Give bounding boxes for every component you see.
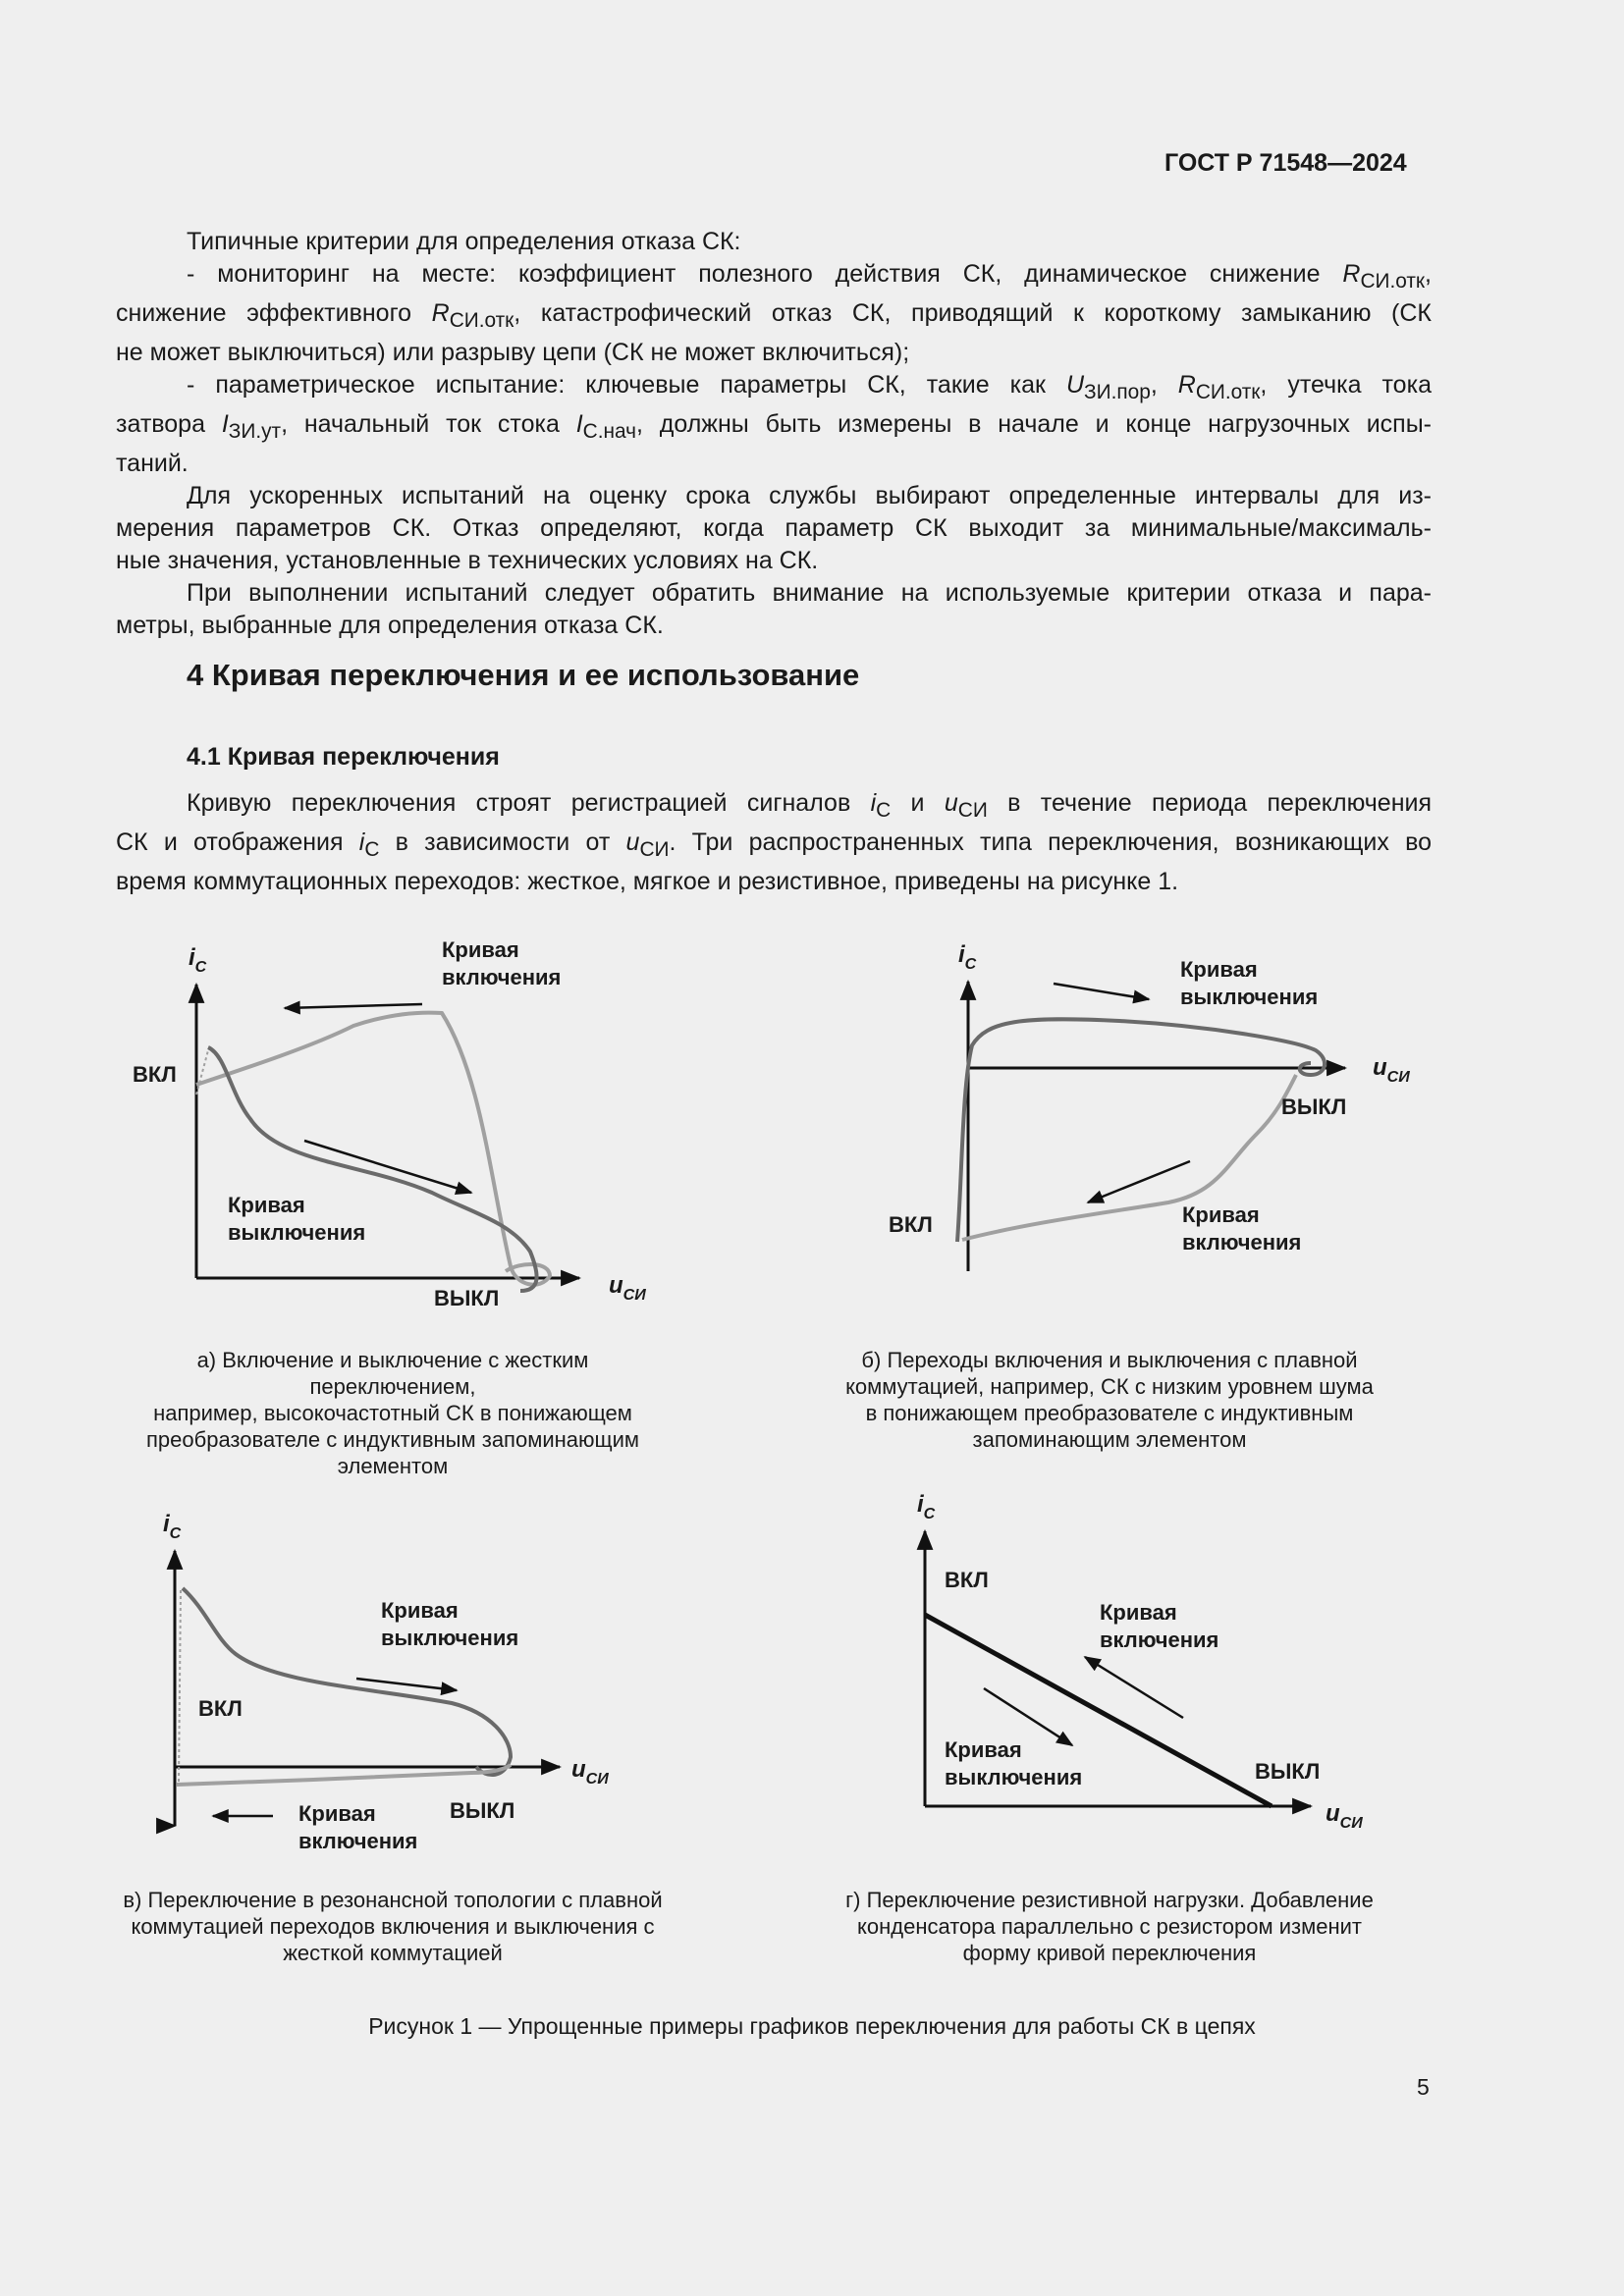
label-off: ВЫКЛ bbox=[434, 1286, 500, 1310]
label-off: ВЫКЛ bbox=[1281, 1095, 1347, 1119]
paragraph: метры, выбранные для определения отказа СК. bbox=[116, 612, 664, 639]
paragraph: - параметрическое испытание: ключевые параметры СК, такие как $U_{ЗИ.пор}$, $R_{СИ.отк}$, утечка тока bbox=[187, 371, 1432, 403]
label-curve-off: Кривая выключения bbox=[1180, 957, 1319, 1009]
figure-c-plot bbox=[118, 1502, 668, 1875]
figure-b-plot bbox=[864, 928, 1453, 1320]
label-curve-off: Кривая выключения bbox=[945, 1737, 1083, 1789]
label-curve-on: Кривая включения bbox=[298, 1801, 418, 1853]
axis-label-usi: $u_{СИ}$ bbox=[1326, 1800, 1363, 1832]
axis-label-ic: $i_С$ bbox=[958, 941, 977, 973]
axis-label-ic: $i_С$ bbox=[163, 1511, 182, 1542]
paragraph: - мониторинг на месте: коэффициент полезного действия СК, динамическое снижение $R_{СИ.отк}$, bbox=[187, 260, 1432, 293]
paragraph: затвора $I_{ЗИ.ут}$, начальный ток стока $I_{С.нач}$, должны быть измерены в начале и конце нагрузочных испы- bbox=[116, 410, 1432, 443]
arrow-turn-off bbox=[1054, 984, 1149, 999]
turn-off-curve bbox=[183, 1588, 511, 1775]
caption-b: б) Переходы включения и выключения с плавной коммутацией, например, СК с низким уровнем шума в понижающем преобразователе с индуктивным запоминающим элементом bbox=[845, 1348, 1374, 1452]
body-text-block bbox=[116, 226, 1432, 642]
document-header: ГОСТ Р 71548—2024 bbox=[1164, 149, 1407, 177]
paragraph: таний. bbox=[116, 450, 189, 477]
label-off: ВЫКЛ bbox=[1255, 1759, 1321, 1784]
paragraph: При выполнении испытаний следует обратить внимание на используемые критерии отказа и пара- bbox=[187, 579, 1432, 607]
paragraph: Кривую переключения строят регистрацией сигналов $i_С$ и $u_{СИ}$ в течение периода переключения bbox=[187, 789, 1433, 822]
axis-label-usi: $u_{СИ}$ bbox=[609, 1272, 646, 1304]
arrow-turn-on bbox=[285, 1004, 422, 1008]
section-text-block bbox=[116, 787, 1432, 898]
paragraph: время коммутационных переходов: жесткое, мягкое и резистивное, приведены на рисунке 1. bbox=[116, 868, 1179, 895]
paragraph: ные значения, установленные в технических условиях на СК. bbox=[116, 547, 819, 574]
turn-off-curve bbox=[208, 1047, 537, 1291]
subsection-heading: 4.1 Кривая переключения bbox=[187, 743, 500, 771]
label-on: ВКЛ bbox=[945, 1568, 989, 1592]
label-on: ВКЛ bbox=[198, 1696, 243, 1721]
label-off: ВЫКЛ bbox=[450, 1798, 515, 1823]
label-curve-off: Кривая выключения bbox=[228, 1193, 366, 1245]
paragraph: СК и отображения $i_С$ в зависимости от $u_{СИ}$. Три распространенных типа переключения, возникающих во bbox=[116, 828, 1432, 861]
label-curve-off: Кривая выключения bbox=[381, 1598, 519, 1650]
paragraph: мерения параметров СК. Отказ определяют, когда параметр СК выходит за минимальные/максималь- bbox=[116, 514, 1432, 542]
figure-title: Рисунок 1 — Упрощенные примеры графиков переключения для работы СК в цепях bbox=[368, 2013, 1256, 2039]
caption-a: а) Включение и выключение с жестким переключением, например, высокочастотный СК в понижающем преобразователе с индуктивным запоминающим элементом bbox=[145, 1348, 640, 1478]
caption-c: в) Переключение в резонансной топологии с плавной коммутацией переходов включения и выключения с жесткой коммутацией bbox=[123, 1888, 663, 1965]
page-number: 5 bbox=[1417, 2074, 1430, 2100]
axis-label-ic: $i_С$ bbox=[917, 1491, 936, 1522]
label-curve-on: Кривая включения bbox=[442, 937, 562, 989]
axis-label-usi: $u_{СИ}$ bbox=[571, 1756, 609, 1788]
label-on: ВКЛ bbox=[133, 1062, 177, 1087]
figure-d-plot bbox=[864, 1482, 1453, 1855]
caption-d: г) Переключение резистивной нагрузки. Добавление конденсатора параллельно с резистором изменит форму кривой переключения bbox=[845, 1888, 1374, 1965]
axis-label-usi: $u_{СИ}$ bbox=[1373, 1054, 1410, 1086]
paragraph: не может выключиться) или разрыву цепи (СК не может включиться); bbox=[116, 339, 910, 366]
arrow-turn-off bbox=[356, 1679, 457, 1690]
dotted-segment bbox=[196, 1050, 208, 1095]
paragraph: снижение эффективного $R_{СИ.отк}$, катастрофический отказ СК, приводящий к короткому замыканию (СК bbox=[116, 299, 1432, 332]
label-on: ВКЛ bbox=[889, 1212, 933, 1237]
arrow-turn-on bbox=[1088, 1161, 1190, 1202]
paragraph: Типичные критерии для определения отказа СК: bbox=[187, 228, 741, 255]
label-curve-on: Кривая включения bbox=[1182, 1202, 1302, 1255]
arrow-turn-off bbox=[304, 1141, 471, 1193]
axis-label-ic: $i_С$ bbox=[189, 944, 207, 976]
label-curve-on: Кривая включения bbox=[1100, 1600, 1219, 1652]
figure-a-plot bbox=[118, 928, 668, 1320]
dotted-segment bbox=[179, 1590, 181, 1782]
paragraph: Для ускоренных испытаний на оценку срока службы выбирают определенные интервалы для из- bbox=[187, 482, 1432, 509]
section-heading: 4 Кривая переключения и ее использование bbox=[187, 658, 860, 692]
